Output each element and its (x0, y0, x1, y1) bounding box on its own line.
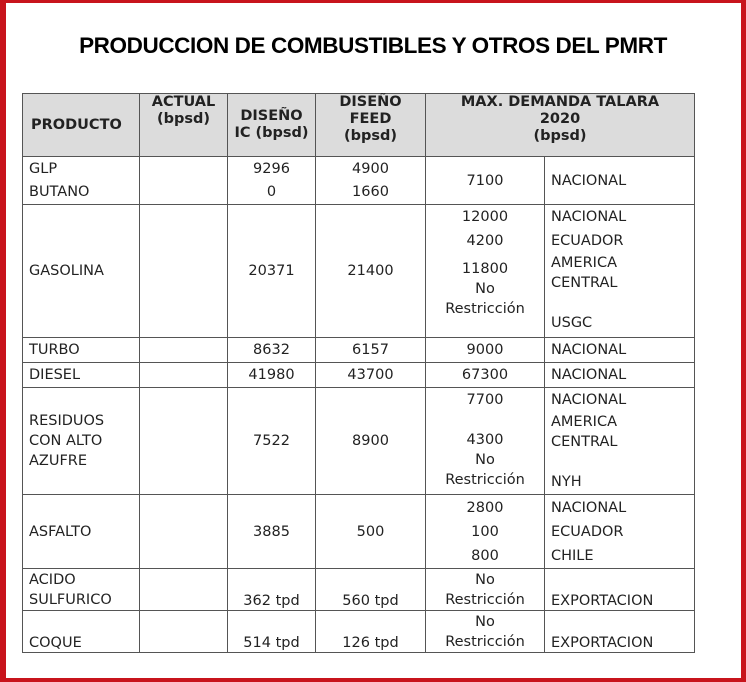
table-row-diesel (23, 363, 695, 388)
cell-actual-asfalto (140, 495, 228, 569)
table-row-gasolina (23, 205, 695, 338)
demand-line: 2800 (466, 499, 504, 516)
cell-ic-asfalto: 3885 (228, 495, 316, 569)
cell-demand-glp-butano: 7100 (426, 157, 545, 205)
table-row-turbo (23, 338, 695, 363)
header-actual-line1: ACTUAL (151, 94, 216, 110)
cell-market-diesel: NACIONAL (545, 363, 695, 388)
header-diseno-ic (228, 94, 316, 157)
demand-line: No (475, 281, 495, 297)
header-diseno-feed (316, 94, 426, 157)
cell-ic-diesel: 41980 (228, 363, 316, 388)
cell-feed-turbo: 6157 (316, 338, 426, 363)
cell-producto-asfalto: ASFALTO (23, 495, 140, 569)
header-max-line2: 2020 (539, 111, 581, 127)
cell-ic-butano: 0 (228, 181, 316, 205)
cell-demand-asfalto (426, 495, 545, 569)
demand-line: No (475, 571, 495, 588)
header-ic-line1: DISEÑO (240, 108, 303, 124)
page-title: PRODUCCION DE COMBUSTIBLES Y OTROS DEL PMRT (79, 33, 667, 58)
cell-feed-coque: 126 tpd (316, 611, 426, 653)
cell-feed-butano: 1660 (316, 181, 426, 205)
cell-ic-turbo: 8632 (228, 338, 316, 363)
market-line: NACIONAL (551, 392, 627, 408)
cell-producto-butano: BUTANO (23, 181, 140, 205)
cell-actual-residuos (140, 388, 228, 495)
cell-producto-residuos (23, 388, 140, 495)
demand-line: 11800 (461, 261, 509, 277)
producto-line: ACIDO (29, 571, 76, 588)
cell-feed-glp: 4900 (316, 157, 426, 181)
cell-market-residuos (545, 388, 695, 495)
market-line: USGC (551, 315, 593, 331)
header-feed-line1: DISEÑO (339, 94, 402, 110)
cell-market-asfalto (545, 495, 695, 569)
market-line: CENTRAL (551, 434, 618, 450)
cell-market-glp-butano: NACIONAL (545, 157, 695, 205)
header-row (23, 94, 695, 157)
cell-actual-gasolina (140, 205, 228, 338)
market-line: NACIONAL (551, 209, 627, 225)
header-max-line1: MAX. DEMANDA TALARA (460, 94, 660, 110)
cell-demand-acido (426, 569, 545, 611)
cell-market-gasolina (545, 205, 695, 338)
header-actual (140, 94, 228, 157)
cell-demand-residuos (426, 388, 545, 495)
cell-ic-glp: 9296 (228, 157, 316, 181)
demand-line: 4300 (466, 432, 504, 448)
header-producto-label: PRODUCTO (31, 116, 122, 133)
table-row-glp (23, 157, 695, 181)
demand-line: 800 (471, 547, 499, 564)
demand-line: Restricción (445, 472, 525, 488)
cell-market-coque: EXPORTACION (545, 611, 695, 653)
demand-line: Restricción (445, 633, 525, 650)
cell-feed-diesel: 43700 (316, 363, 426, 388)
demand-line: No (475, 613, 495, 630)
production-table (22, 93, 695, 653)
producto-line: RESIDUOS (29, 413, 105, 429)
demand-line: 12000 (461, 209, 509, 225)
header-actual-line2: (bpsd) (156, 111, 211, 127)
cell-actual-coque (140, 611, 228, 653)
cell-feed-acido: 560 tpd (316, 569, 426, 611)
header-feed-line2: FEED (349, 111, 392, 127)
cell-demand-gasolina (426, 205, 545, 338)
market-line: AMERICA (551, 414, 617, 430)
cell-feed-asfalto: 500 (316, 495, 426, 569)
cell-demand-turbo: 9000 (426, 338, 545, 363)
market-line: AMERICA (551, 255, 617, 271)
market-line: ECUADOR (551, 523, 624, 540)
cell-market-acido: EXPORTACION (545, 569, 695, 611)
demand-line: Restricción (445, 301, 525, 317)
cell-ic-acido: 362 tpd (228, 569, 316, 611)
cell-producto-acido (23, 569, 140, 611)
header-max-demanda (426, 94, 695, 157)
cell-ic-coque: 514 tpd (228, 611, 316, 653)
market-line: ECUADOR (551, 233, 624, 249)
header-max-line3: (bpsd) (533, 128, 587, 144)
cell-producto-diesel: DIESEL (23, 363, 140, 388)
header-ic-line2: IC (bpsd) (234, 125, 309, 141)
table-row-residuos (23, 388, 695, 495)
demand-line: 4200 (466, 233, 504, 249)
demand-line: 7700 (466, 392, 504, 408)
table-row-asfalto (23, 495, 695, 569)
market-line: NACIONAL (551, 499, 627, 516)
cell-demand-coque (426, 611, 545, 653)
cell-feed-residuos: 8900 (316, 388, 426, 495)
cell-market-turbo: NACIONAL (545, 338, 695, 363)
cell-actual-turbo (140, 338, 228, 363)
cell-actual-acido (140, 569, 228, 611)
producto-line: AZUFRE (29, 453, 88, 469)
cell-ic-residuos: 7522 (228, 388, 316, 495)
market-line: NYH (551, 474, 582, 490)
table-row-coque (23, 611, 695, 653)
producto-line: CON ALTO (29, 433, 103, 449)
cell-ic-gasolina: 20371 (228, 205, 316, 338)
cell-feed-gasolina: 21400 (316, 205, 426, 338)
cell-actual-glp-butano (140, 157, 228, 205)
header-feed-line3: (bpsd) (343, 128, 398, 144)
cell-producto-glp: GLP (23, 157, 140, 181)
demand-line: No (475, 452, 495, 468)
cell-producto-turbo: TURBO (23, 338, 140, 363)
producto-line: SULFURICO (29, 591, 112, 608)
market-line: CENTRAL (551, 275, 618, 291)
table-row-acido (23, 569, 695, 611)
cell-actual-diesel (140, 363, 228, 388)
cell-demand-diesel: 67300 (426, 363, 545, 388)
market-line: CHILE (551, 547, 594, 564)
cell-producto-coque: COQUE (23, 611, 140, 653)
demand-line: Restricción (445, 591, 525, 608)
cell-producto-gasolina: GASOLINA (23, 205, 140, 338)
header-producto (23, 94, 140, 157)
demand-line: 100 (471, 523, 499, 540)
